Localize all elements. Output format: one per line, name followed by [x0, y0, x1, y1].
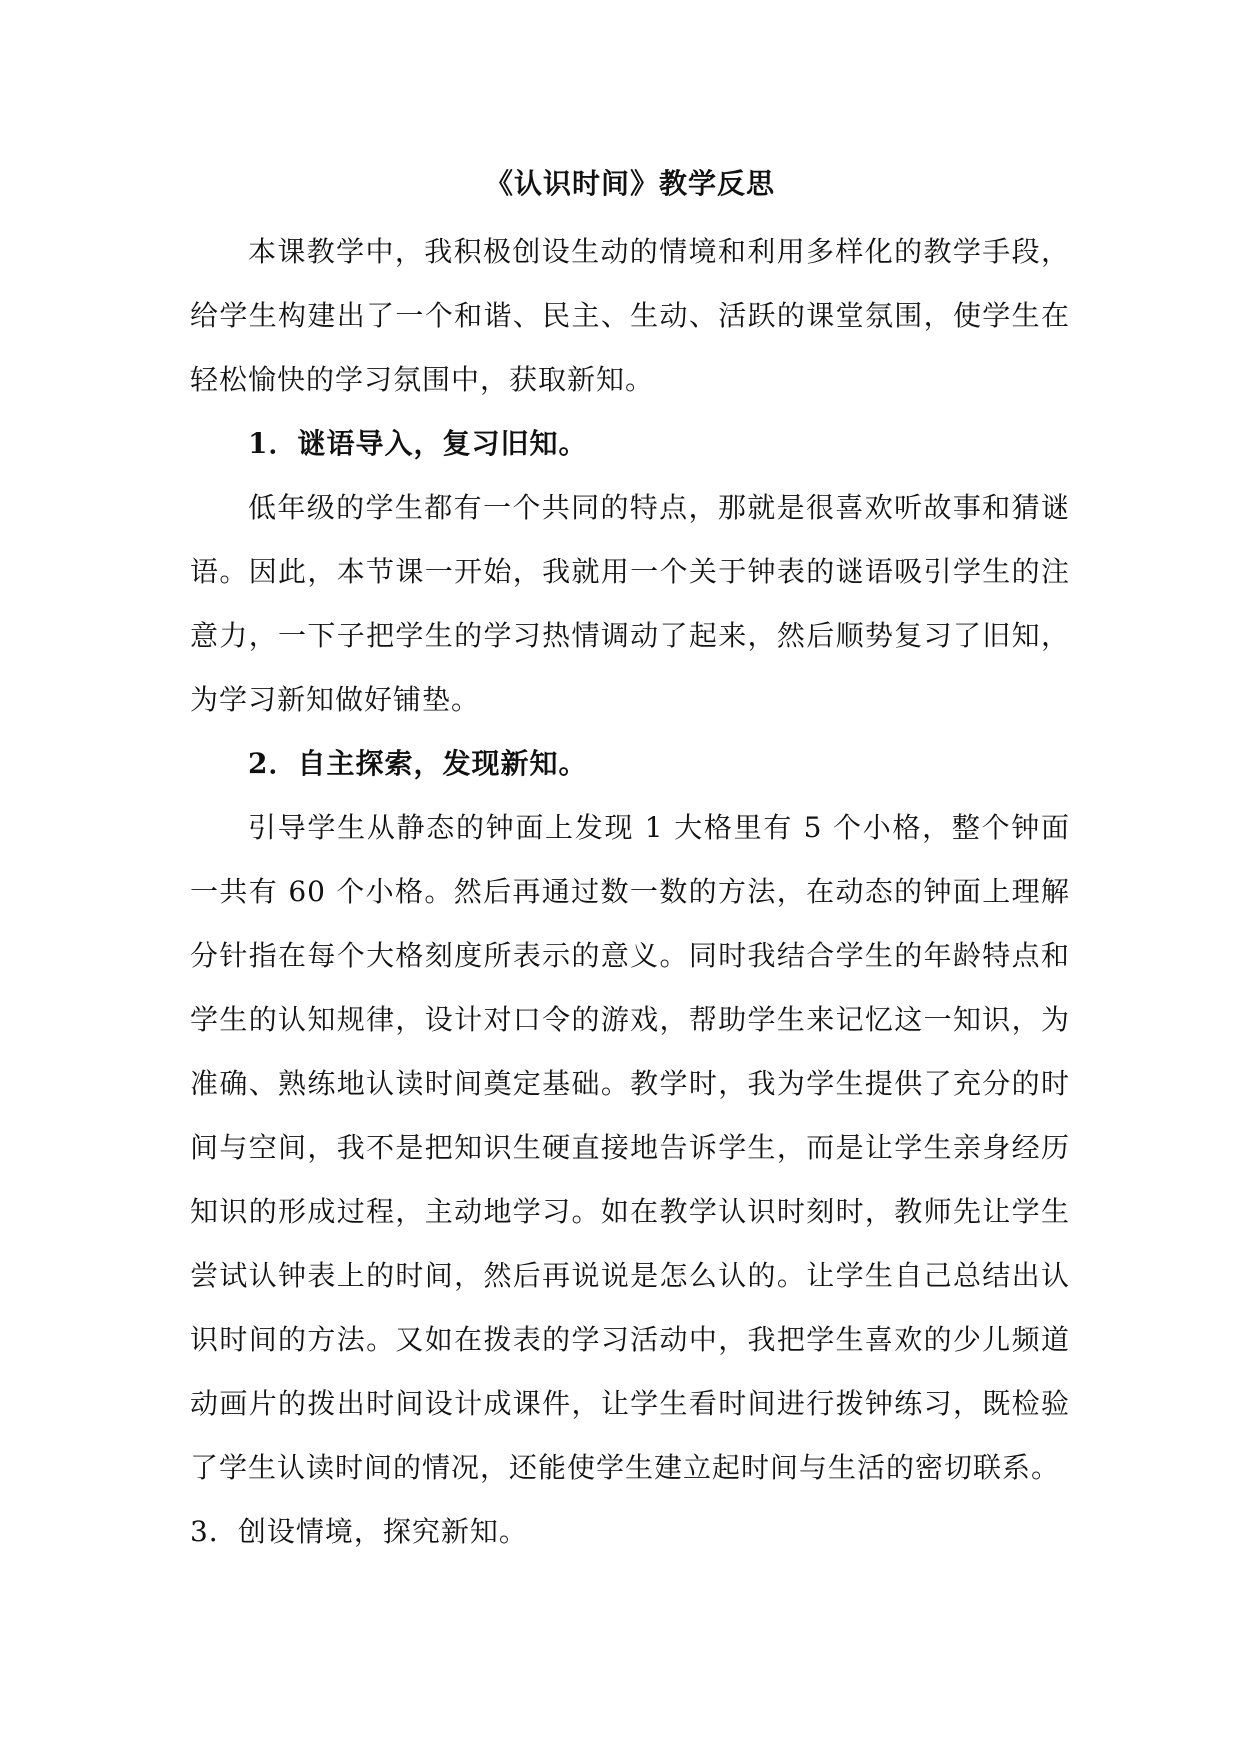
section-1-paragraph: 低年级的学生都有一个共同的特点，那就是很喜欢听故事和猜谜语。因此，本节课一开始，我就用一个关于钟表的谜语吸引学生的注意力，一下子把学生的学习热情调动了起来，然后顺势复习了旧知，为学习新知做好铺垫。 — [190, 491, 1070, 716]
intro-paragraph: 本课教学中，我积极创设生动的情境和利用多样化的教学手段，给学生构建出了一个和谐、民主、生动、活跃的课堂氛围，使学生在轻松愉快的学习氛围中，获取新知。 — [190, 235, 1070, 396]
section-3-heading: 3．创设情境，探究新知。 — [190, 1515, 528, 1548]
document-body — [190, 160, 1070, 1564]
document-title: 《认识时间》教学反思 — [484, 167, 775, 200]
section-2-paragraph: 引导学生从静态的钟面上发现 1 大格里有 5 个小格，整个钟面一共有 60 个小格。然后再通过数一数的方法，在动态的钟面上理解分针指在每个大格刻度所表示的意义。同时我结合学生的年龄特点和学生的认知规律，设计对口令的游戏，帮助学生来记忆这一知识，为准确、熟练地认读时间奠定基础。教学时，我为学生提供了充分的时间与空间，我不是把知识生硬直接地告诉学生，而是让学生亲身经历知识的形成过程，主动地学习。如在教学认识时刻时，教师先让学生尝试认钟表上的时间，然后再说说是怎么认的。让学生自己总结出认识时间的方法。又如在拨表的学习活动中，我把学生喜欢的少儿频道动画片的拨出时间设计成课件，让学生看时间进行拨钟练习，既检验了学生认读时间的情况，还能使学生建立起时间与生活的密切联系。 — [190, 811, 1070, 1484]
section-2-heading: 2．自主探索，发现新知。 — [248, 747, 588, 780]
section-1-heading: 1．谜语导入，复习旧知。 — [248, 427, 588, 460]
